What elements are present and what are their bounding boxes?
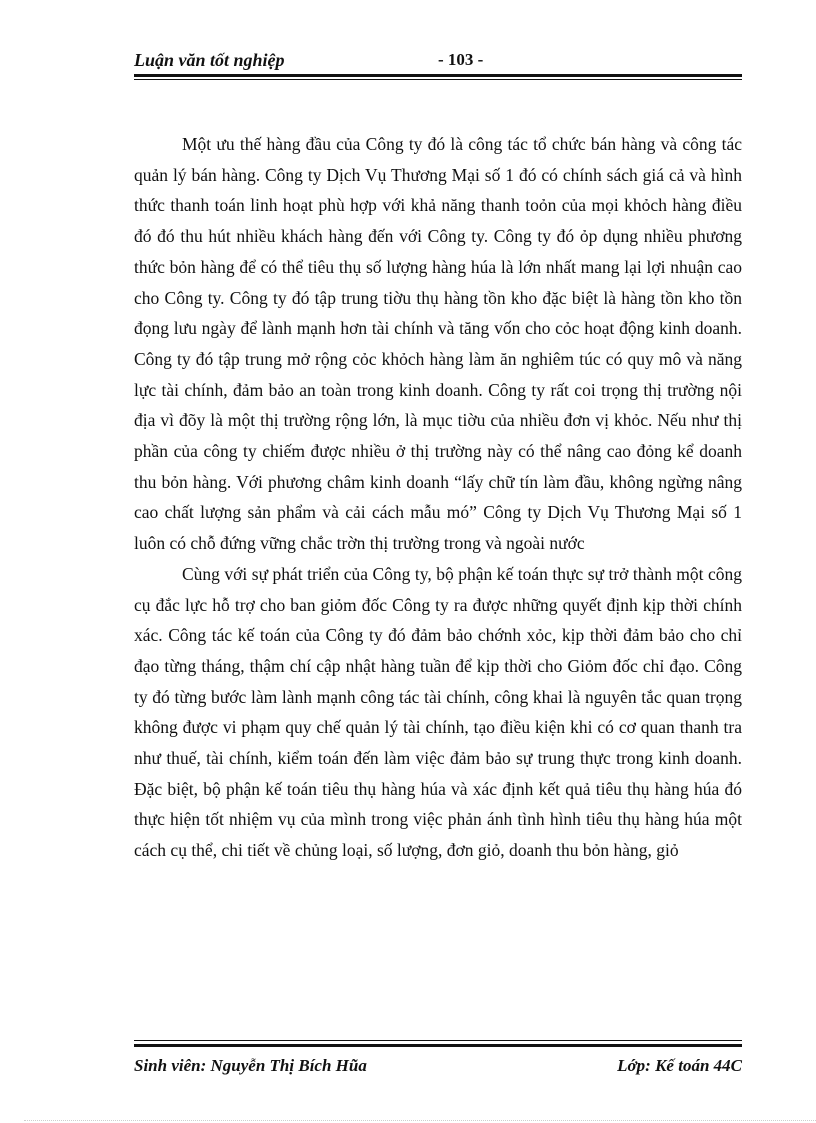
header-rule	[134, 74, 742, 80]
page-header	[134, 48, 742, 72]
page-edge-divider	[24, 1120, 816, 1121]
student-name: Sinh viên: Nguyễn Thị Bích Hũa	[134, 1056, 367, 1075]
thesis-title: Luận văn tốt nghiệp	[134, 50, 285, 70]
footer-rule	[134, 1040, 742, 1047]
paragraph-1: Một ưu thế hàng đầu của Công ty đó là công tác tổ chức bán hàng và công tác quản lý bán hàng. Công ty Dịch Vụ Thương Mại số 1 đó có chính sách giá cả và hình thức thanh toán linh hoạt phù hợp với khả năng thanh toỏn của mọi khỏch hàng điều đó đó thu hút nhiều khách hàng đến với Công ty. Công ty đó ỏp dụng nhiều phương thức bỏn hàng để có thể tiêu thụ số lượng hàng húa là lớn nhất mang lại lợi nhuận cao cho Công ty. Công ty đó tập trung tiờu thụ hàng tồn kho đặc biệt là hàng tồn kho tồn đọng lưu ngày để lành mạnh hơn tài chính và tăng vốn cho cỏc hoạt động kinh doanh. Công ty đó tập trung mở rộng cỏc khỏch hàng làm ăn nghiêm túc có quy mô và năng lực tài chính, đảm bảo an toàn trong kinh doanh. Công ty rất coi trọng thị trường nội địa vì đõy là một thị trường rộng lớn, là mục tiờu của nhiều đơn vị khỏc. Nếu như thị phần của công ty chiếm được nhiều ở thị trường này có thể nâng cao đỏng kể doanh thu bỏn hàng. Với phương châm kinh doanh “lấy chữ tín làm đầu, không ngừng nâng cao chất lượng sản phẩm và cải cách mẫu mó” Công ty Dịch Vụ Thương Mại số 1 luôn có chỗ đứng vững chắc trờn thị trường trong và ngoài nước	[134, 134, 742, 554]
class-name: Lớp: Kế toán 44C	[617, 1056, 742, 1075]
page-footer	[134, 1054, 742, 1078]
page-number: - 103 -	[438, 50, 484, 69]
body-text	[134, 129, 742, 866]
paragraph-2: Cùng với sự phát triển của Công ty, bộ phận kế toán thực sự trở thành một công cụ đắc lực hỗ trợ cho ban giỏm đốc Công ty ra được những quyết định kịp thời chính xác. Công tác kế toán của Công ty đó đảm bảo chớnh xỏc, kịp thời đảm bảo cho chỉ đạo từng tháng, thậm chí cập nhật hàng tuần để kịp thời cho Giỏm đốc chỉ đạo. Công ty đó từng bước làm lành mạnh công tác tài chính, công khai là nguyên tắc quan trọng không được vi phạm quy chế quản lý tài chính, tạo điều kiện khi có cơ quan thanh tra như thuế, tài chính, kiểm toán đến làm việc đảm bảo sự trung thực trong kinh doanh. Đặc biệt, bộ phận kế toán tiêu thụ hàng húa và xác định kết quả tiêu thụ hàng húa đó thực hiện tốt nhiệm vụ của mình trong việc phản ánh tình hình tiêu thụ hàng húa một cách cụ thể, chi tiết về chủng loại, số lượng, đơn giỏ, doanh thu bỏn hàng, giỏ	[134, 563, 742, 861]
